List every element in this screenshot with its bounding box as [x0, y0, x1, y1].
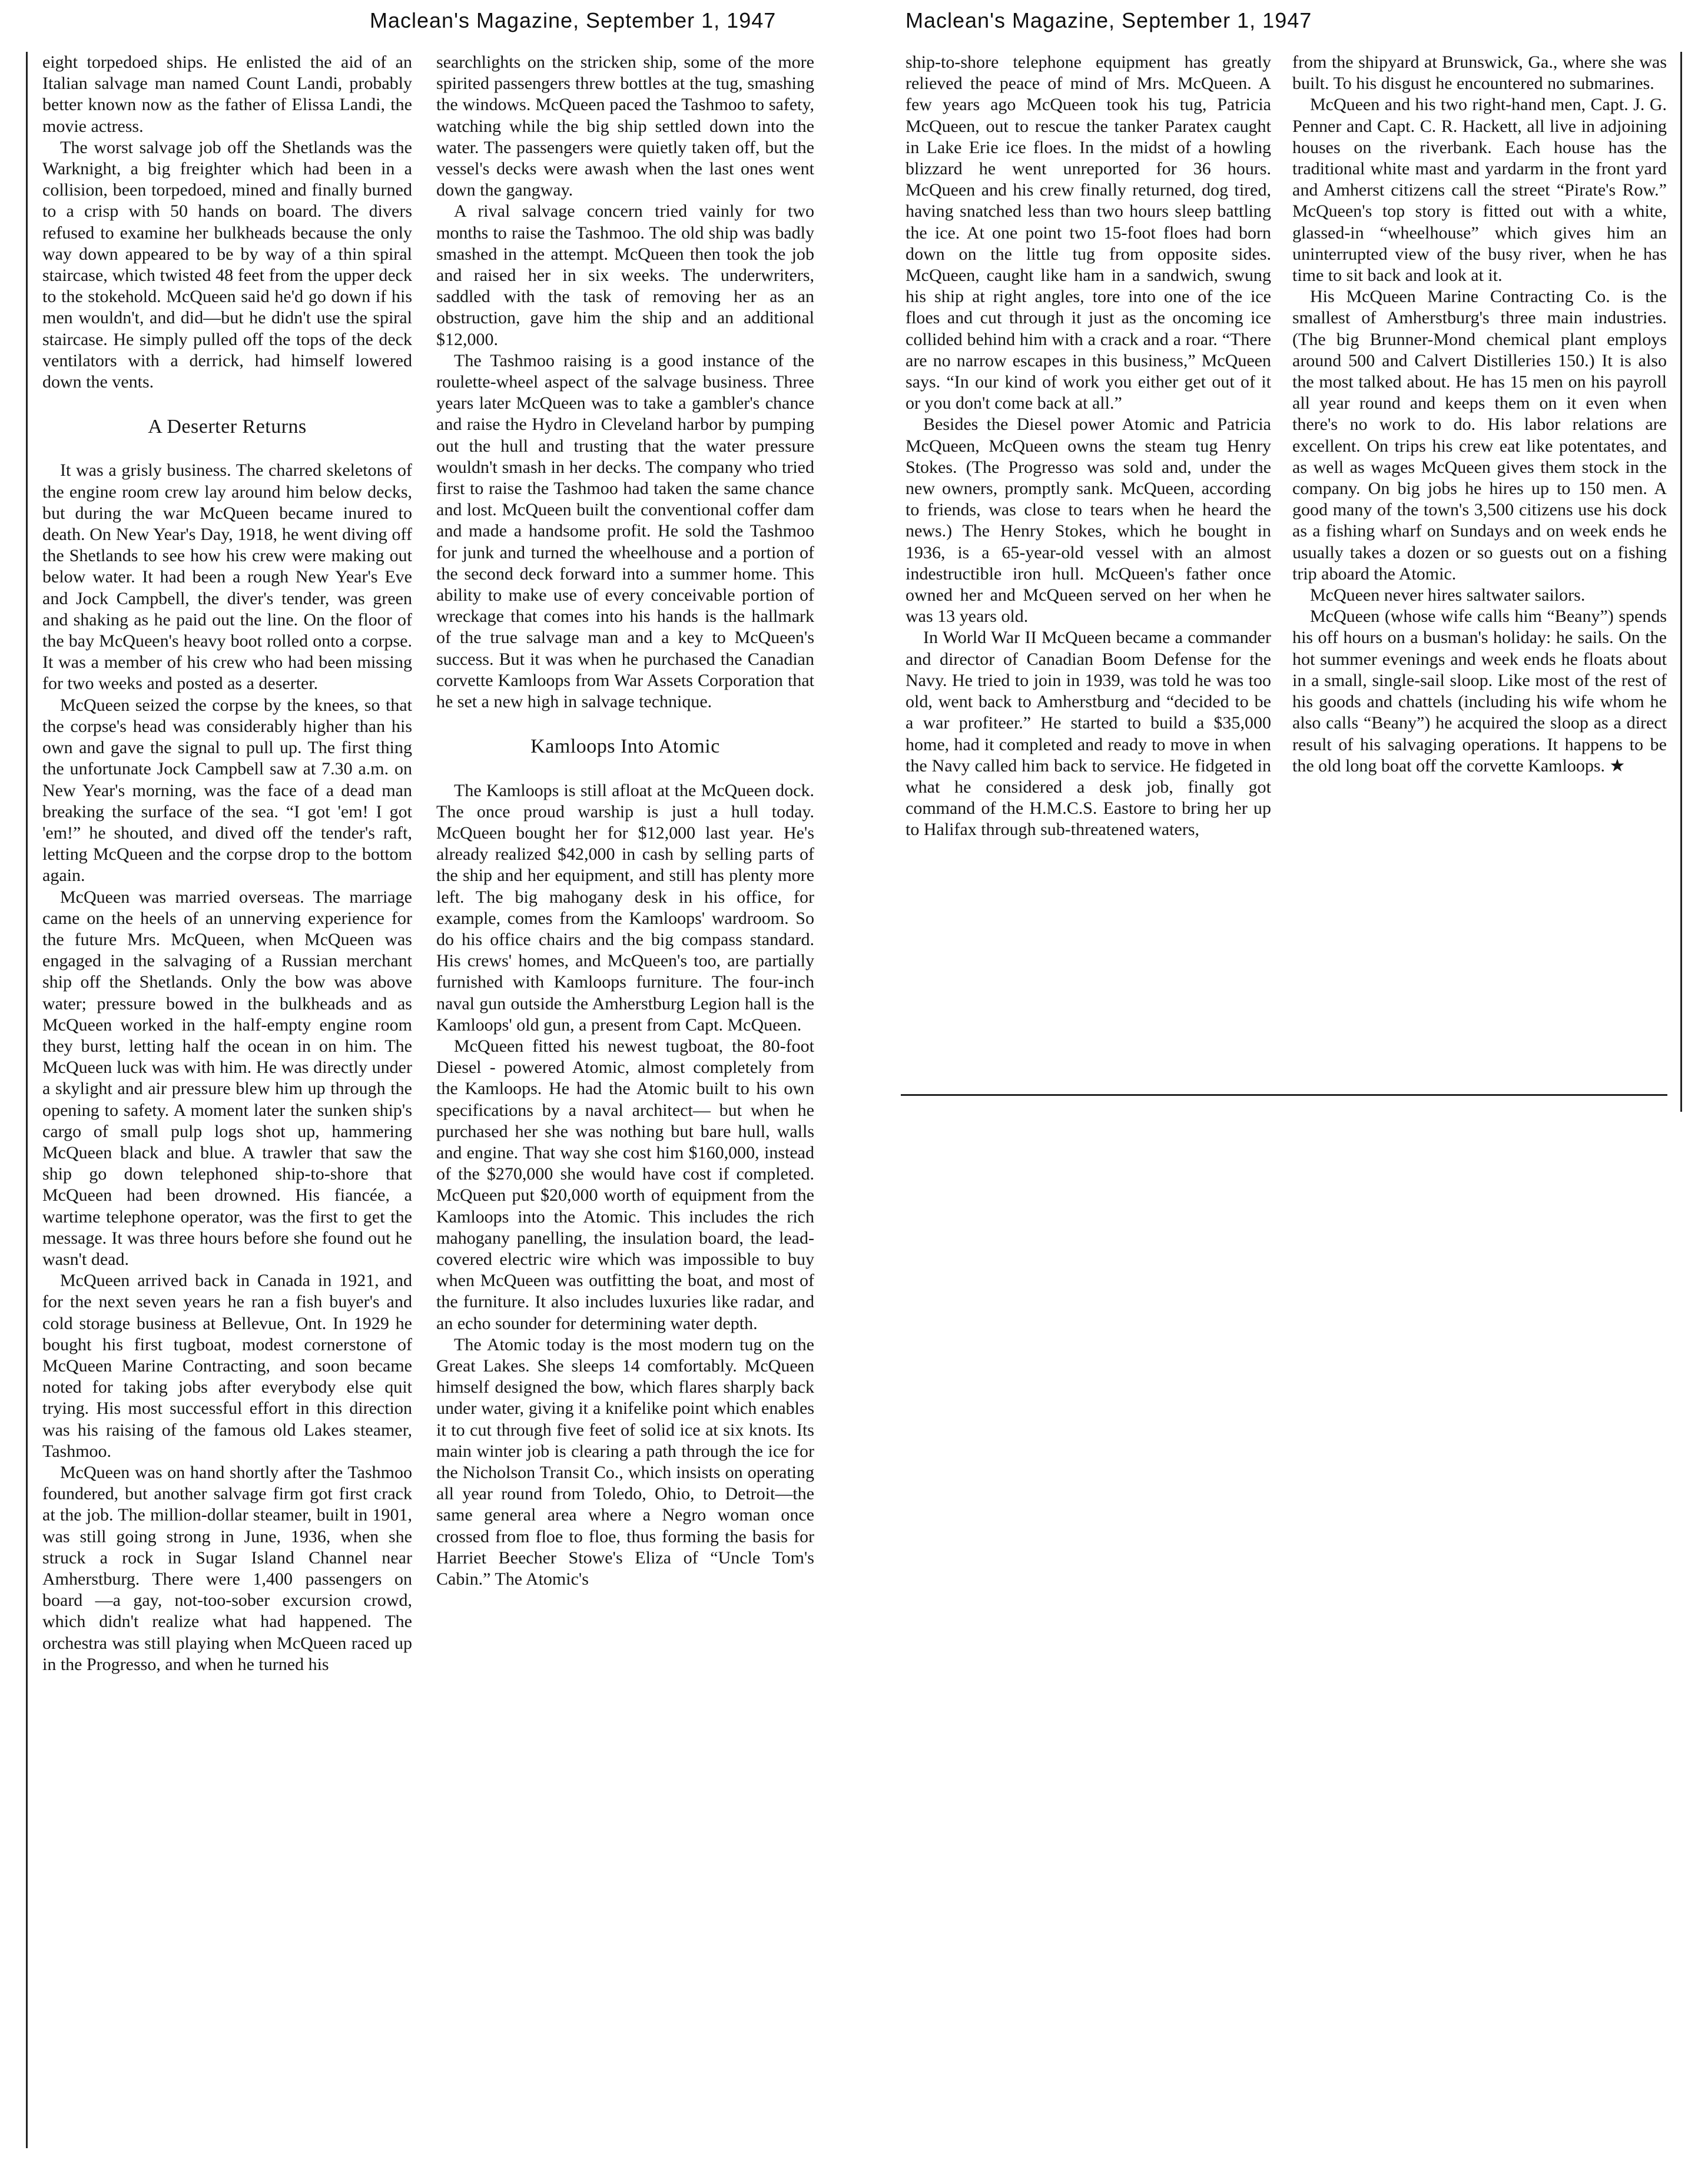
right-page — [854, 0, 1708, 2157]
paragraph: The Kamloops is still afloat at the McQueen dock. The once proud warship is just a hull today. McQueen bought her for $12,000 last year. He's already realized $42,000 in cash by selling parts of the ship and her equipment, and still has plenty more left. The big mahogany desk in his office, for example, comes from the Kamloops' wardroom. So do his office chairs and the big compass standard. His crews' homes, and McQueen's too, are partially furnished with Kamloops furniture. The four-inch naval gun outside the Amherstburg Legion hall is the Kamloops' old gun, a present from Capt. McQueen. — [436, 780, 814, 1035]
left-margin-rule — [26, 52, 28, 2148]
article-column-4 — [1292, 52, 1667, 777]
paragraph: McQueen never hires saltwater sailors. — [1310, 585, 1586, 605]
paragraph: The Atomic today is the most modern tug on the Great Lakes. She sleeps 14 comfortably. McQueen himself designed the bow, which flares sharply back under water, giving it a knifelike point which enables it to cut through five feet of solid ice at six knots. Its main winter job is clearing a path through the ice for the Nicholson Transit Co., which insists on operating all year round from Toledo, Ohio, to Detroit—the same general area where a Negro woman once crossed from floe to floe, thus forming the basis for Harriet Beecher Stowe's Eliza of “Uncle Tom's Cabin.” The Atomic's — [436, 1334, 814, 1589]
paragraph: McQueen fitted his newest tugboat, the 80-foot Diesel - powered Atomic, almost completely from the Kamloops. He had the Atomic built to his own specifications by a naval architect— but when he purchased her she was nothing but bare hull, walls and engine. That way she cost him $160,000, instead of the $270,000 she would have cost if completed. McQueen put $20,000 worth of equipment from the Kamloops into the Atomic. This includes the rich mahogany panelling, the insulation board, the lead-covered electric wire which was impossible to buy when McQueen was outfitting the boat, and most of the furniture. It also includes luxuries like radar, and an echo sounder for determining water depth. — [436, 1036, 814, 1333]
paragraph: Besides the Diesel power Atomic and Patricia McQueen, McQueen owns the steam tug Henry Stokes. (The Progresso was sold and, under the new owners, promptly sank. McQueen, according to friends, was close to tears when he heard the news.) The Henry Stokes, which he bought in 1936, is a 65-year-old vessel with an almost indestructible iron hull. McQueen's father once owned her and McQueen served on her when he was 13 years old. — [906, 415, 1271, 627]
paragraph: A rival salvage concern tried vainly for two months to raise the Tashmoo. The old ship was badly smashed in the attempt. McQueen then took the job and raised her in six weeks. The underwriters, saddled with the task of removing her as an obstruction, gave him the ship and an additional $12,000. — [436, 201, 814, 349]
paragraph: The Tashmoo raising is a good instance of the roulette-wheel aspect of the salvage business. Three years later McQueen was to take a gambler's chance and raise the Hydro in Cleveland harbor by pumping out the hull and trusting that the water pressure wouldn't smash in her decks. The company who tried first to raise the Tashmoo had taken the same chance and lost. McQueen built the conventional coffer dam and made a handsome profit. He sold the Tashmoo for junk and turned the wheelhouse and a portion of the second deck forward into a summer home. This ability to make use of every conceivable portion of wreckage that comes into his hands is the hallmark of the true salvage man and a key to McQueen's success. But it was when he purchased the Canadian corvette Kamloops from War Assets Corporation that he set a new high in salvage technique. — [436, 350, 814, 712]
article-column-1 — [42, 52, 412, 1675]
paragraph: McQueen seized the corpse by the knees, so that the corpse's head was considerably higher than his own and gave the signal to pull up. The first thing the unfortunate Jock Campbell saw at 7.30 a.m. on New Year's morning, was the face of a dead man breaking the surface of the sea. “I got 'em! I got 'em!” he shouted, and dived off the tender's raft, letting McQueen and the corpse drop to the bottom again. — [42, 695, 412, 886]
paragraph: His McQueen Marine Contracting Co. is the smallest of Amherstburg's three main industries. (The big Brunner-Mond chemical plant employs around 500 and Calvert Distilleries 150.) It is also the most talked about. He has 15 men on his payroll all year round and keeps them on it even when there's no work to do. His labor relations are excellent. On trips his crew eat like potentates, and as well as wages McQueen gives them stock in the company. On big jobs he hires up to 150 men. A good many of the town's 3,500 citizens use his dock as a fishing wharf on Sundays and on week ends he usually takes a dozen or so guests out on a fishing trip aboard the Atomic. — [1292, 287, 1667, 584]
article-column-2 — [436, 52, 814, 1590]
paragraph: It was a grisly business. The charred skeletons of the engine room crew lay around him below decks, but during the war McQueen became inured to death. On New Year's Day, 1918, he went diving off the Shetlands to see how his crew were making out below water. It had been a rough New Year's Eve and Jock Campbell, the diver's tender, was green and shaking as he paid out the line. On the floor of the bay McQueen's heavy boot rolled onto a corpse. It was a member of his crew who had been missing for two weeks and posted as a deserter. — [42, 460, 412, 694]
paragraph: McQueen arrived back in Canada in 1921, and for the next seven years he ran a fish buyer's and cold storage business at Bellevue, Ont. In 1929 he bought his first tugboat, modest cornerstone of McQueen Marine Contracting, and soon became noted for taking jobs after everybody else quit trying. His most successful effort in this direction was his raising of the famous old Lakes steamer, Tashmoo. — [42, 1271, 412, 1461]
paragraph: McQueen and his two right-hand men, Capt. J. G. Penner and Capt. C. R. Hackett, all live in adjoining houses on the riverbank. Each house has the traditional white mast and yardarm in the front yard and Amherst citizens call the street “Pirate's Row.” McQueen's top story is fitted out with a white, glassed-in “wheelhouse” which gives him an uninterrupted view of the busy river, when he has time to sit back and look at it. — [1292, 95, 1667, 286]
section-heading: Kamloops Into Atomic — [530, 735, 720, 758]
paragraph: McQueen (whose wife calls him “Beany”) spends his off hours on a busman's holiday: he sails. On the hot summer evenings and week ends he floats about in a small, single-sail sloop. Like most of the rest of his goods and chattels (including his wife whom he also calls “Beany”) he acquired the sloop as a direct result of his salvaging operations. It happens to be the old long boat off the corvette Kamloops. ★ — [1292, 607, 1667, 776]
running-header: Maclean's Magazine, September 1, 1947 — [906, 8, 1312, 32]
section-heading: A Deserter Returns — [148, 416, 307, 438]
paragraph: ship-to-shore telephone equipment has greatly relieved the peace of mind of Mrs. McQueen. A few years ago McQueen took his tug, Patricia McQueen, out to rescue the tanker Paratex caught in Lake Erie ice floes. In the midst of a howling blizzard he went unreported for 36 hours. McQueen and his crew finally returned, dog tired, having snatched less than two hours sleep battling the ice. At one point two 15-foot floes had born down on the little tug from opposite sides. McQueen, caught like ham in a sandwich, swung his ship at right angles, tore into one of the ice floes and cut through it just as the oncoming ice collided behind him with a crack and a roar. “There are no narrow escapes in this business,” McQueen says. “In our kind of work you either get out of it or you don't come back at all.” — [906, 52, 1271, 413]
paragraph: The worst salvage job off the Shetlands was the Warknight, a big freighter which had been in a collision, been torpedoed, mined and finally burned to a crisp with 50 hands on board. The divers refused to examine her bulkheads because the only way down appeared to be by way of a thin spiral staircase, which twisted 48 feet from the upper deck to the stokehold. McQueen said he'd go down if his men wouldn't, and did—but he didn't use the spiral staircase. He simply pulled off the tops of the deck ventilators with a derrick, had himself lowered down the vents. — [42, 137, 412, 392]
paragraph: from the shipyard at Brunswick, Ga., where she was built. To his disgust he encountered no submarines. — [1292, 52, 1667, 94]
paragraph: searchlights on the stricken ship, some of the more spirited passengers threw bottles at the tug, smashing the windows. McQueen paced the Tashmoo to safety, watching while the big ship settled down into the water. The passengers were quietly taken off, but the vessel's decks were awash when the last ones went down the gangway. — [436, 52, 814, 200]
end-of-article-rule — [901, 1094, 1667, 1096]
paragraph: eight torpedoed ships. He enlisted the aid of an Italian salvage man named Count Landi, probably better known now as the father of Elissa Landi, the movie actress. — [42, 52, 412, 136]
right-margin-rule — [1680, 52, 1682, 1112]
paragraph: McQueen was on hand shortly after the Tashmoo foundered, but another salvage firm got first crack at the job. The million-dollar steamer, built in 1901, was still going strong in June, 1936, when she struck a rock in Sugar Island Channel near Amherstburg. There were 1,400 passengers on board —a gay, not-too-sober excursion crowd, which didn't realize what had happened. The orchestra was still playing when McQueen raced up in the Progresso, and when he turned his — [42, 1463, 412, 1674]
running-header: Maclean's Magazine, September 1, 1947 — [370, 8, 777, 32]
paragraph: McQueen was married overseas. The marriage came on the heels of an unnerving experience for the future Mrs. McQueen, when McQueen was engaged in the salvaging of a Russian merchant ship off the Shetlands. Only the bow was above water; pressure bowed in the bulkheads and as McQueen worked in the half-empty engine room they burst, letting half the ocean in on him. The McQueen luck was with him. He was directly under a skylight and air pressure blew him up through the opening to safety. A moment later the sunken ship's cargo of small pulp logs shot up, hammering McQueen black and blue. A trawler that saw the ship go down telephoned ship-to-shore that McQueen had been drowned. His fiancée, a wartime telephone operator, was the first to get the message. It was three hours before she found out he wasn't dead. — [42, 887, 412, 1269]
article-column-3 — [906, 52, 1271, 841]
paragraph: In World War II McQueen became a commander and director of Canadian Boom Defense for the Navy. He tried to join in 1939, was told he was too old, went back to Amherstburg and “decided to be a war profiteer.” He started to build a $35,000 home, had it completed and ready to move in when the Navy called him back to service. He fidgeted in what he considered a desk job, finally got command of the H.M.C.S. Eastore to bring her up to Halifax through sub-threatened waters, — [906, 628, 1271, 840]
